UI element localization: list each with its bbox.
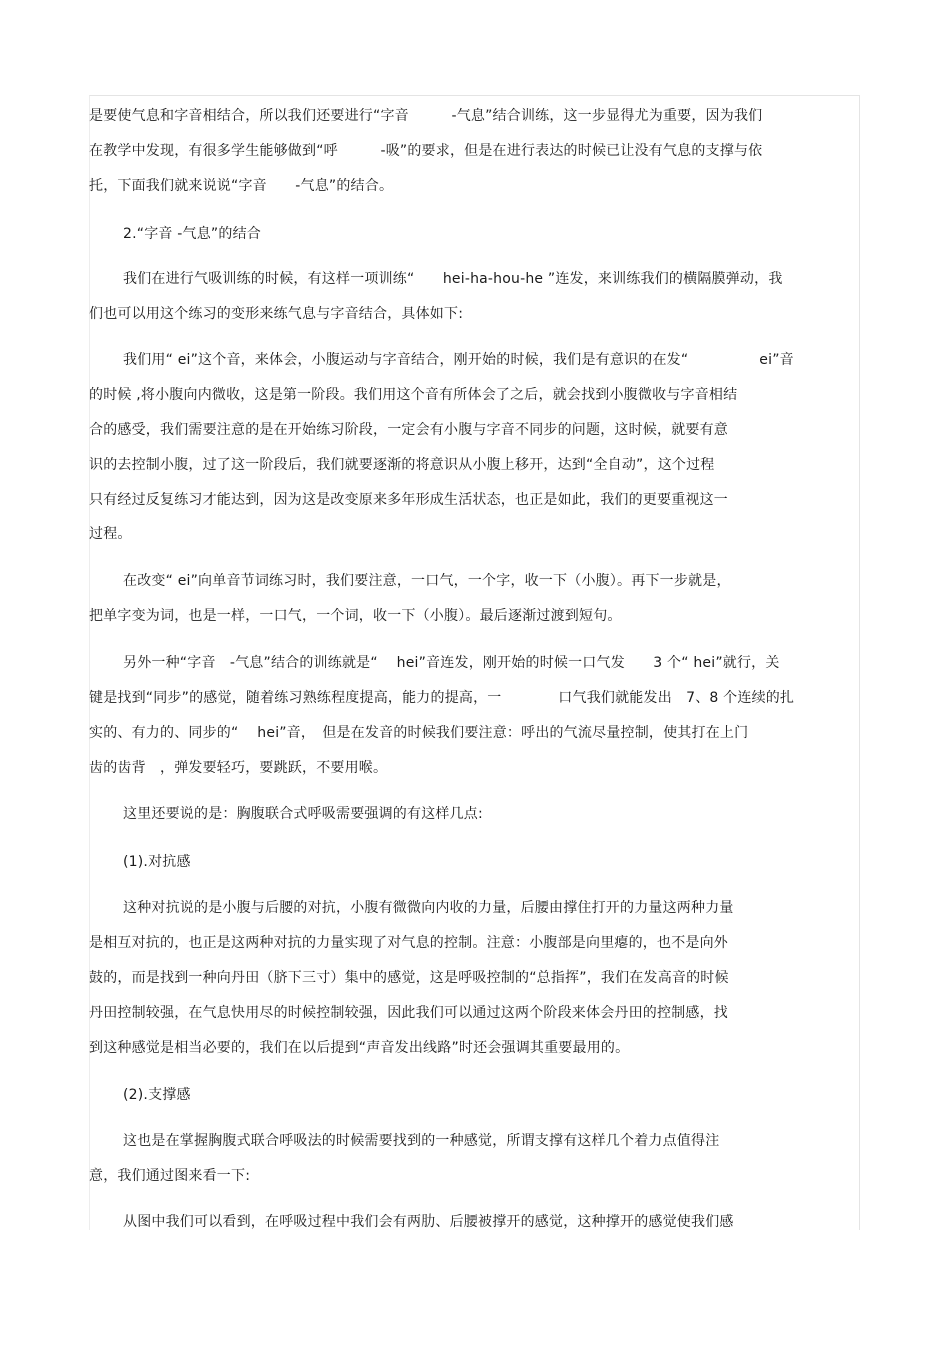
subheading: (1).对抗感	[123, 854, 191, 870]
text-line: 识的去控制小腹，过了这一阶段后，我们就要逐渐的将意识从小腹上移开，达到“全自动”，这个过程	[89, 457, 715, 473]
section-heading: 2.“字音 -气息”的结合	[123, 226, 261, 242]
text-line: 是相互对抗的，也正是这两种对抗的力量实现了对气息的控制。注意：小腹部是向里瘪的，也不是向外	[89, 935, 728, 951]
text-line: 托，下面我们就来说说“字音 -气息”的结合。	[89, 178, 394, 194]
text-line: 到这种感觉是相当必要的，我们在以后提到“声音发出线路”时还会强调其重要最用的。	[89, 1040, 630, 1056]
text-line: 们也可以用这个练习的变形来练气息与字音结合，具体如下:	[89, 306, 464, 322]
text-line: 实的、有力的、同步的“ hei”音， 但是在发音的时候我们要注意：呼出的气流尽量控制，使其打在上门	[89, 725, 749, 741]
text-line: 这也是在掌握胸腹式联合呼吸法的时候需要找到的一种感觉，所谓支撑有这样几个着力点值得注	[123, 1133, 720, 1149]
subheading: (2).支撑感	[123, 1087, 191, 1103]
text-line: 这里还要说的是：胸腹联合式呼吸需要强调的有这样几点:	[123, 806, 483, 822]
text-line: 另外一种“字音 -气息”结合的训练就是“ hei”音连发，刚开始的时候一口气发 3 个“ hei”就行，关	[123, 655, 780, 671]
text-line: 键是找到“同步”的感觉，随着练习熟练程度提高，能力的提高，一 口气我们就能发出 7、8 个连续的扎	[89, 690, 795, 706]
text-line: 是要使气息和字音相结合，所以我们还要进行“字音 -气息”结合训练，这一步显得尤为重要，因为我们	[89, 108, 763, 124]
text-line: 只有经过反复练习才能达到，因为这是改变原来多年形成生活状态，也正是如此，我们的更要重视这一	[89, 492, 728, 508]
text-line: 过程。	[89, 526, 132, 542]
text-line: 从图中我们可以看到，在呼吸过程中我们会有两肋、后腰被撑开的感觉，这种撑开的感觉使我们感	[123, 1214, 734, 1230]
text-line: 把单字变为词，也是一样，一口气，一个词，收一下（小腹）。最后逐渐过渡到短句。	[89, 608, 622, 624]
text-line: 丹田控制较强，在气息快用尽的时候控制较强，因此我们可以通过这两个阶段来体会丹田的控制感，找	[89, 1005, 728, 1021]
text-line: 意，我们通过图来看一下:	[89, 1168, 251, 1184]
text-line: 在教学中发现，有很多学生能够做到“呼 -吸”的要求，但是在进行表达的时候已让没有气息的支撑与依	[89, 143, 763, 159]
text-line: 我们用“ ei”这个音，来体会，小腹运动与字音结合，刚开始的时候，我们是有意识的在发“ ei”音	[123, 352, 794, 368]
text-line: 我们在进行气吸训练的时候，有这样一项训练“ hei-ha-hou-he ”连发，来训练我们的横隔膜弹动，我	[123, 271, 783, 287]
text-line: 在改变“ ei”向单音节词练习时，我们要注意，一口气，一个字，收一下（小腹）。再下一步就是，	[123, 573, 731, 589]
text-line: 这种对抗说的是小腹与后腰的对抗，小腹有微微向内收的力量，后腰由撑住打开的力量这两种力量	[123, 900, 734, 916]
text-line: 的时候 ,将小腹向内微收，这是第一阶段。我们用这个音有所体会了之后，就会找到小腹微收与字音相结	[89, 387, 738, 403]
text-line: 鼓的，而是找到一种向丹田（脐下三寸）集中的感觉，这是呼吸控制的“总指挥”，我们在发高音的时候	[89, 970, 729, 986]
text-line: 齿的齿背 ，弹发要轻巧，要跳跃，不要用喉。	[89, 760, 388, 776]
text-line: 合的感受，我们需要注意的是在开始练习阶段，一定会有小腹与字音不同步的问题，这时候，就要有意	[89, 422, 728, 438]
